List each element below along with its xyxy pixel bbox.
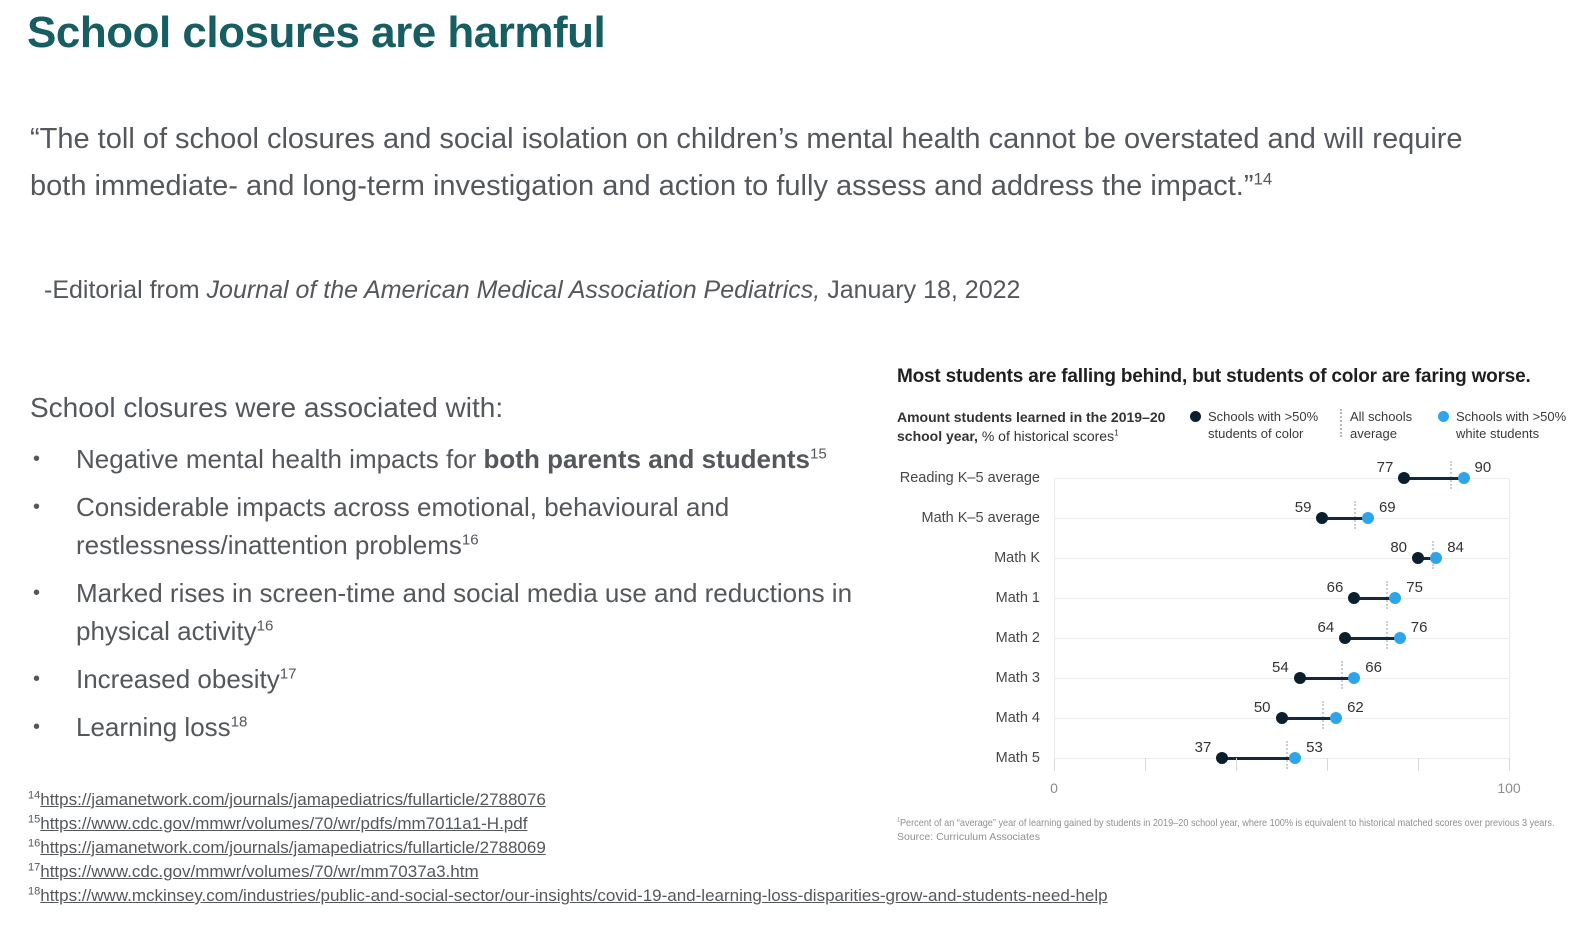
legend-item [1438, 408, 1576, 446]
list-item [30, 488, 910, 564]
all-schools-average-line [1354, 501, 1356, 529]
chart-row [897, 618, 1569, 658]
chart-subtitle-superscript: 1 [1114, 428, 1119, 438]
white-students-value: 62 [1347, 699, 1364, 716]
bullet-superscript: 17 [279, 665, 297, 683]
blue-dot-icon [1438, 411, 1449, 422]
all-schools-average-line [1386, 621, 1388, 649]
white-students-dot [1362, 512, 1374, 524]
legend-label: Schools with >50% white students [1456, 409, 1567, 441]
chart-rows [897, 458, 1569, 778]
row-gridline [1054, 598, 1509, 599]
white-students-value: 66 [1365, 659, 1382, 676]
all-schools-average-line [1386, 581, 1388, 609]
bullet-icon: • [33, 716, 41, 738]
white-students-dot [1430, 552, 1442, 564]
dark-dot-icon [1190, 411, 1201, 422]
x-axis-tick [1418, 758, 1419, 771]
students-of-color-value: 37 [1194, 739, 1212, 756]
students-of-color-dot [1348, 592, 1360, 604]
attribution-journal: Journal of the American Medical Association Pediatrics, [206, 276, 821, 304]
chart-row [897, 578, 1569, 618]
white-students-value: 76 [1410, 619, 1428, 636]
chart-row-track [1054, 698, 1509, 738]
chart-row-label: Math 2 [995, 630, 1040, 646]
white-students-value: 75 [1406, 579, 1423, 596]
all-schools-average-line [1450, 461, 1452, 489]
students-of-color-dot [1276, 712, 1288, 724]
bullet-text: Increased obesity [76, 664, 280, 694]
bullet-superscript: 15 [810, 445, 827, 463]
students-of-color-dot [1398, 472, 1410, 484]
chart-subtitle-regular: % of historical scores [977, 428, 1115, 444]
chart-header [897, 408, 1569, 446]
list-item [30, 440, 910, 478]
chart-subtitle [897, 408, 1182, 446]
students-of-color-value: 66 [1326, 579, 1344, 596]
chart-row [897, 698, 1569, 738]
chart-row [897, 538, 1569, 578]
bullet-list [30, 440, 930, 756]
bullet-superscript: 18 [230, 713, 248, 731]
chart-row-track [1054, 738, 1509, 778]
students-of-color-dot [1339, 632, 1351, 644]
students-of-color-dot [1294, 672, 1306, 684]
all-schools-average-line [1341, 661, 1343, 689]
bullet-text: Marked rises in screen-time and social media use and reductions in physical activity [76, 578, 853, 646]
dumbbell-connector [1404, 477, 1463, 480]
bullet-icon: • [33, 448, 41, 470]
chart-row [897, 738, 1569, 778]
footnote-link[interactable]: https://www.cdc.gov/mmwr/volumes/70/wr/pdfs/mm7011a1-H.pdf [40, 814, 528, 833]
white-students-dot [1289, 752, 1301, 764]
students-of-color-dot [1216, 752, 1228, 764]
chart-row-label: Math 3 [995, 670, 1040, 686]
bullet-list-heading: School closures were associated with: [30, 392, 504, 423]
footnote-number: 18 [28, 885, 41, 898]
white-students-value: 69 [1378, 499, 1396, 516]
attribution-prefix: -Editorial from [44, 276, 207, 304]
quote-text: “The toll of school closures and social isolation on children’s mental health cannot be overstated and will require both immediate- and long-term investigation and action to fully assess and address the impact.” [30, 123, 1463, 202]
x-axis-tick [1236, 758, 1237, 771]
footnote-link[interactable]: https://jamanetwork.com/journals/jamapediatrics/fullarticle/2788069 [40, 838, 546, 857]
chart-row-label: Math K–5 average [921, 510, 1040, 526]
students-of-color-value: 77 [1376, 459, 1394, 476]
chart-footnote-text: Percent of an “average” year of learning gained by students in 2019–20 school year, where 100% is equivalent to historical matched scores over previous 3 years. [899, 817, 1555, 829]
chart-row-label: Math K [994, 550, 1040, 566]
list-item [30, 660, 910, 698]
white-students-dot [1458, 472, 1470, 484]
chart-row-track [1054, 618, 1509, 658]
attribution-date: January 18, 2022 [820, 276, 1021, 304]
white-students-dot [1394, 632, 1406, 644]
white-students-value: 90 [1474, 459, 1492, 476]
bullet-text: Negative mental health impacts for [76, 444, 484, 474]
all-schools-average-line [1322, 701, 1324, 729]
chart-row-label: Math 4 [995, 710, 1040, 726]
chart-legend [1190, 408, 1576, 446]
chart-row [897, 458, 1569, 498]
bullet-text: Learning loss [76, 712, 231, 742]
legend-label: Schools with >50% students of color [1208, 409, 1319, 441]
x-axis-label: 100 [1497, 780, 1521, 796]
all-schools-average-line [1286, 741, 1288, 769]
students-of-color-value: 54 [1272, 659, 1289, 676]
row-gridline [1054, 678, 1509, 679]
row-gridline [1054, 638, 1509, 639]
students-of-color-value: 80 [1390, 539, 1407, 556]
students-of-color-dot [1412, 552, 1424, 564]
quote-attribution [44, 276, 1020, 305]
bullet-superscript: 16 [256, 617, 274, 635]
chart-row-track [1054, 538, 1509, 578]
chart-row-track [1054, 458, 1509, 498]
dotted-line-icon [1340, 409, 1342, 437]
plot-left-border [1054, 478, 1055, 758]
x-axis-tick [1145, 758, 1146, 771]
chart-row-track [1054, 498, 1509, 538]
chart-footnote-superscript: 1 [897, 816, 900, 824]
bullet-icon: • [33, 496, 41, 518]
chart-plot [897, 458, 1569, 778]
white-students-value: 84 [1447, 539, 1464, 556]
chart-subtitle-bold: Amount students learned in the 2019–20 school year, [897, 409, 1166, 444]
footnote-link[interactable]: https://www.mckinsey.com/industries/public-and-social-sector/our-insights/covid-19-and-learning-loss-disparities-grow-and-students-need-help [40, 886, 1108, 905]
list-item [30, 708, 910, 746]
white-students-value: 53 [1306, 739, 1323, 756]
dumbbell-connector [1222, 757, 1295, 760]
bullet-text: Considerable impacts across emotional, behavioural and restlessness/inattention problems [76, 492, 730, 560]
bullet-bold-text: both parents and students [483, 444, 811, 474]
footnote-number: 15 [28, 813, 41, 826]
dumbbell-connector [1345, 637, 1400, 640]
plot-right-border [1509, 478, 1510, 758]
chart-title: Most students are falling behind, but students of color are faring worse. [897, 366, 1531, 387]
footnote-number: 17 [28, 861, 41, 874]
quote-paragraph [30, 116, 1490, 210]
white-students-dot [1348, 672, 1360, 684]
dumbbell-connector [1300, 677, 1355, 680]
white-students-dot [1330, 712, 1342, 724]
footnote-number: 14 [28, 789, 41, 802]
footnote-link[interactable]: https://www.cdc.gov/mmwr/volumes/70/wr/mm7037a3.htm [40, 862, 479, 881]
row-gridline [1054, 518, 1509, 519]
chart-row-track [1054, 578, 1509, 618]
x-axis-tick [1054, 758, 1055, 771]
chart-row-label: Math 5 [995, 750, 1040, 766]
chart-x-axis [1050, 778, 1521, 804]
bullet-superscript: 16 [461, 531, 479, 549]
footnote-row [28, 860, 1108, 883]
legend-label: All schools average [1350, 409, 1413, 441]
chart-row-label: Reading K–5 average [899, 470, 1040, 486]
legend-item [1190, 408, 1328, 446]
chart-footnote [897, 816, 1555, 830]
students-of-color-value: 64 [1317, 619, 1335, 636]
x-axis-tick [1509, 758, 1510, 771]
x-axis-label: 0 [1050, 780, 1058, 796]
bullet-icon: • [33, 668, 41, 690]
legend-item [1338, 408, 1428, 446]
chart-row-label: Math 1 [995, 590, 1040, 606]
chart-row [897, 498, 1569, 538]
dumbbell-connector [1282, 717, 1337, 720]
students-of-color-value: 59 [1294, 499, 1312, 516]
quote-superscript: 14 [1253, 169, 1273, 189]
learning-loss-chart [897, 362, 1569, 844]
footnote-number: 16 [28, 837, 41, 850]
list-item [30, 574, 910, 650]
footnote-link[interactable]: https://jamanetwork.com/journals/jamapediatrics/fullarticle/2788076 [40, 790, 546, 809]
bullet-icon: • [33, 582, 41, 604]
chart-source: Source: Curriculum Associates [897, 831, 1040, 843]
students-of-color-value: 50 [1253, 699, 1271, 716]
chart-row [897, 658, 1569, 698]
chart-row-track [1054, 658, 1509, 698]
footnote-row [28, 884, 1108, 907]
students-of-color-dot [1316, 512, 1328, 524]
page-title: School closures are harmful [27, 8, 606, 57]
x-axis-tick [1327, 758, 1328, 771]
white-students-dot [1389, 592, 1401, 604]
